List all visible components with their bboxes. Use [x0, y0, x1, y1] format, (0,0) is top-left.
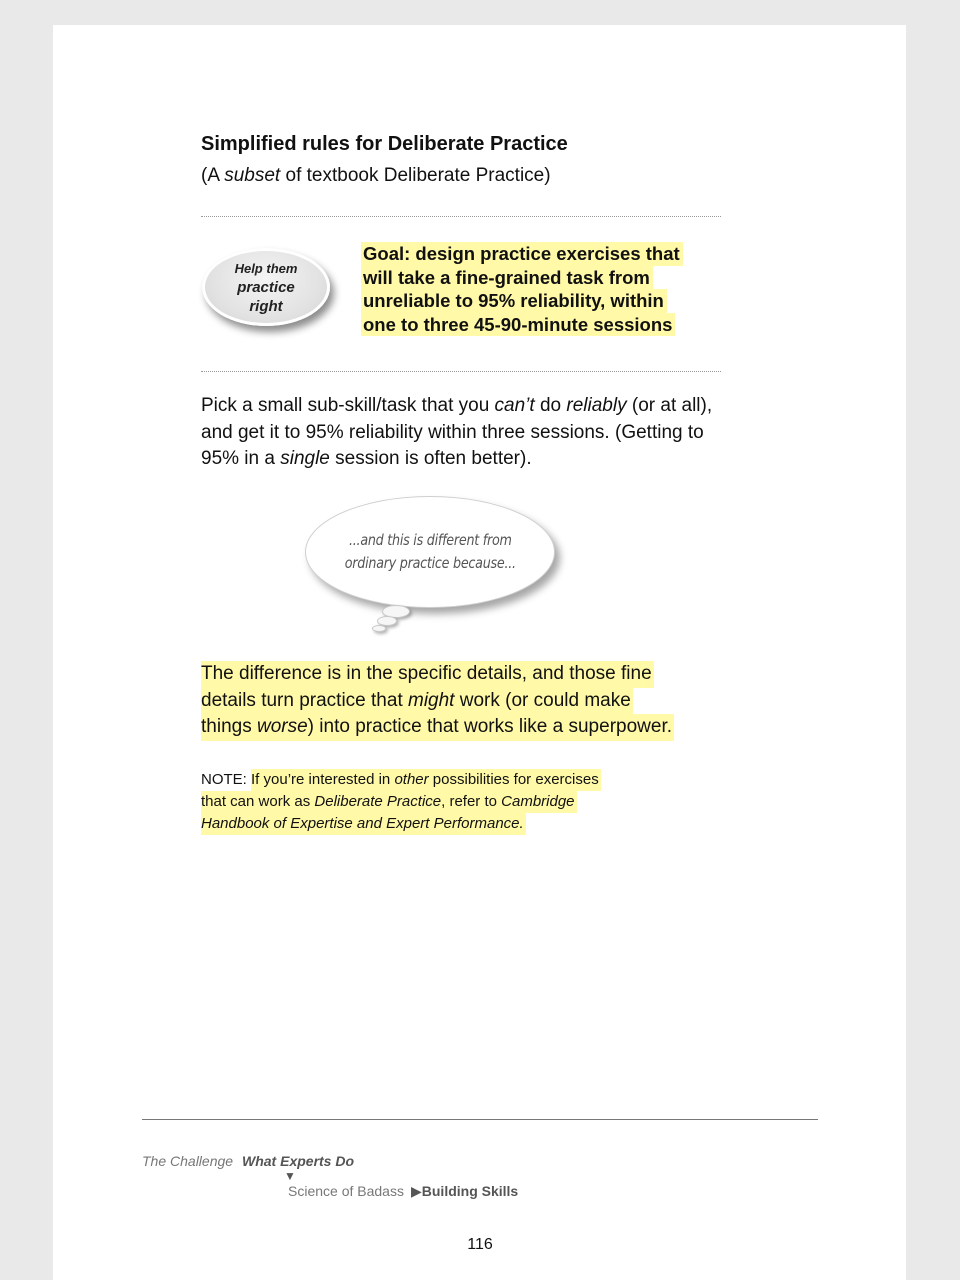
badge-line-3: right [249, 297, 283, 315]
breadcrumb-building-skills[interactable]: ▶Building Skills [411, 1183, 519, 1199]
difference-line-3: things worse) into practice that works like a superpower. [201, 714, 674, 741]
thought-bubble-dot-small [372, 625, 386, 632]
difference-paragraph [201, 661, 721, 741]
page-title: Simplified rules for Deliberate Practice [201, 133, 568, 155]
thought-bubble [305, 496, 555, 608]
divider-top [201, 216, 721, 217]
goal-line-4: one to three 45-90-minute sessions [361, 313, 675, 337]
goal-line-2: will take a fine-grained task from [361, 266, 653, 290]
breadcrumb-what-experts-do[interactable]: What Experts Do [242, 1153, 355, 1169]
goal-line-1: Goal: design practice exercises that [361, 242, 683, 266]
note-line-3: Handbook of Expertise and Expert Performance. [201, 813, 526, 835]
badge-line-2: practice [237, 278, 295, 296]
help-them-practice-badge [202, 248, 330, 326]
breadcrumb-the-challenge[interactable]: The Challenge [142, 1153, 234, 1169]
difference-line-1: The difference is in the specific details, and those fine [201, 661, 654, 688]
footer-divider [142, 1119, 818, 1120]
thought-bubble-text: ...and this is different from ordinary practice because... [344, 531, 516, 572]
goal-statement [361, 242, 721, 336]
down-arrow-icon: ▼ [284, 1169, 296, 1183]
page-subtitle: (A subset of textbook Deliberate Practice) [201, 165, 551, 186]
pick-subskill-paragraph: Pick a small sub-skill/task that you can’t do reliably (or at all), and get it to 95% reliability within three sessions. (Getting to 95% in a single session is often better). [201, 395, 713, 469]
note-line-2: that can work as Deliberate Practice, refer to Cambridge [201, 791, 577, 813]
difference-line-2: details turn practice that might work (or could make [201, 688, 633, 715]
goal-line-3: unreliable to 95% reliability, within [361, 289, 667, 313]
breadcrumb-science-of-badass[interactable]: Science of Badass [288, 1183, 404, 1199]
divider-bottom [201, 371, 721, 372]
page-sheet [53, 25, 906, 1280]
badge-line-1: Help them [234, 260, 298, 276]
note-line-1: If you’re interested in other possibilities for exercises [251, 769, 601, 791]
note-paragraph [201, 769, 721, 835]
page-number: 116 [467, 1236, 493, 1253]
note-label: NOTE: [201, 771, 252, 788]
